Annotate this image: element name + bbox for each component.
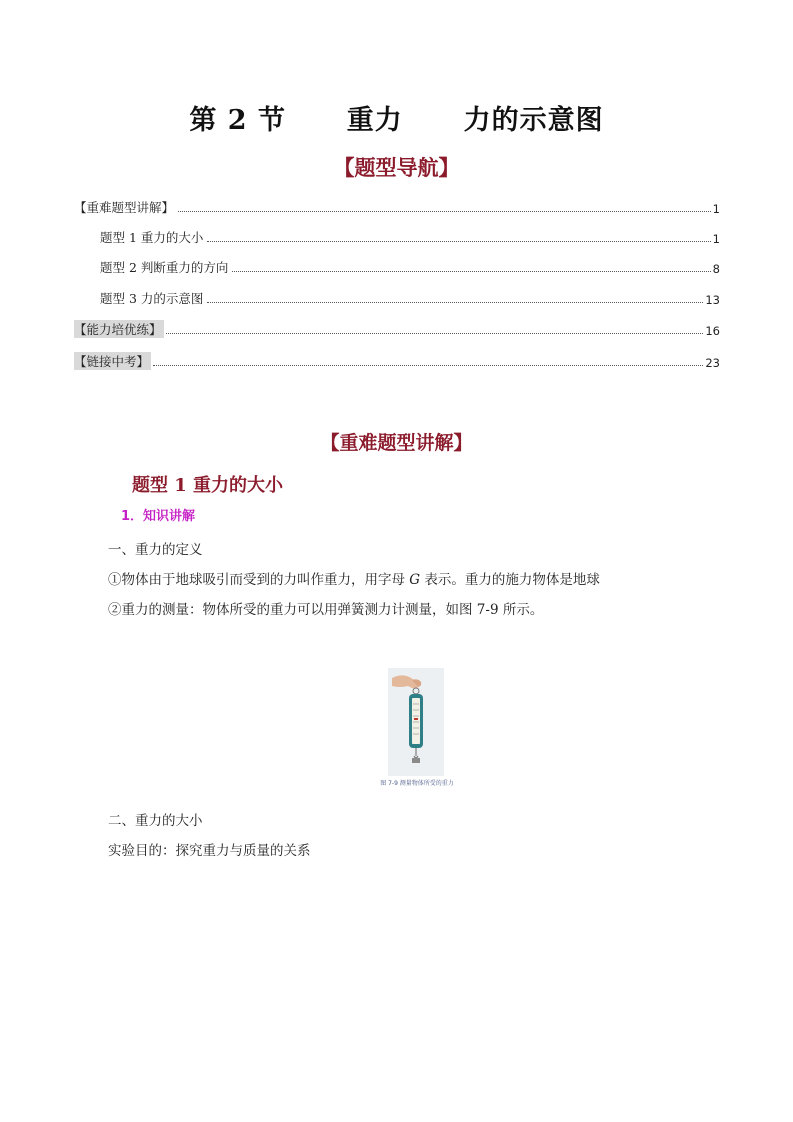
toc-leader-dots: [232, 270, 710, 272]
toc-entry-label: 题型 3 力的示意图: [100, 291, 204, 306]
knowledge-label: 1．知识讲解: [121, 509, 196, 524]
definition-line-2: ②重力的测量：物体所受的重力可以用弹簧测力计测量，如图 7-9 所示。: [108, 602, 544, 618]
page-title: [0, 98, 793, 137]
gravity-symbol: G: [409, 572, 421, 588]
spring-scale-figure: [388, 668, 444, 776]
spring-scale-illustration: [388, 668, 444, 776]
definition-text-post: 表示。重力的施力物体是地球: [420, 572, 600, 588]
toc-entry-page: 23: [705, 356, 720, 370]
experiment-purpose: 实验目的：探究重力与质量的关系: [108, 843, 311, 859]
toc-subtitle: 【题型导航】: [333, 156, 460, 180]
toc-entry-page: 13: [705, 293, 720, 307]
toc-entry-exam[interactable]: [74, 352, 720, 370]
toc-leader-dots: [153, 364, 703, 366]
toc-entry-type-3[interactable]: [100, 289, 720, 307]
definition-line-1: [108, 568, 600, 588]
toc-leader-dots: [207, 301, 703, 303]
toc-entry-type-1[interactable]: [100, 228, 720, 246]
toc-entry-key-types[interactable]: [74, 198, 720, 216]
title-topic-a: 重力: [346, 105, 403, 136]
section-heading: 【重难题型讲解】: [320, 432, 473, 454]
toc-leader-dots: [166, 332, 704, 334]
figure-caption: 图 7-9 测量物体所受的重力: [380, 780, 454, 787]
toc-leader-dots: [178, 210, 711, 212]
type-heading: 题型 1 重力的大小: [132, 475, 284, 496]
toc-entry-page: 1: [712, 232, 720, 246]
toc-entry-label: 【链接中考】: [74, 354, 150, 369]
title-topic-b: 力的示意图: [463, 105, 604, 136]
toc-entry-ability[interactable]: [74, 320, 720, 338]
toc-entry-type-2[interactable]: [100, 258, 720, 276]
definition-text-pre: ①物体由于地球吸引而受到的力叫作重力，用字母: [108, 572, 410, 588]
toc-entry-label: 【能力培优练】: [74, 322, 162, 337]
toc-entry-label: 【重难题型讲解】: [74, 200, 175, 215]
definition-heading: 一、重力的定义: [108, 542, 203, 558]
gravity-size-heading: 二、重力的大小: [108, 813, 203, 829]
toc-entry-label: 题型 1 重力的大小: [100, 230, 204, 245]
toc-entry-label: 题型 2 判断重力的方向: [100, 260, 229, 275]
toc-entry-page: 1: [712, 202, 720, 216]
title-section: 第 2 节: [189, 105, 286, 136]
toc-entry-page: 8: [712, 262, 720, 276]
toc-leader-dots: [207, 240, 710, 242]
toc-entry-page: 16: [705, 324, 720, 338]
